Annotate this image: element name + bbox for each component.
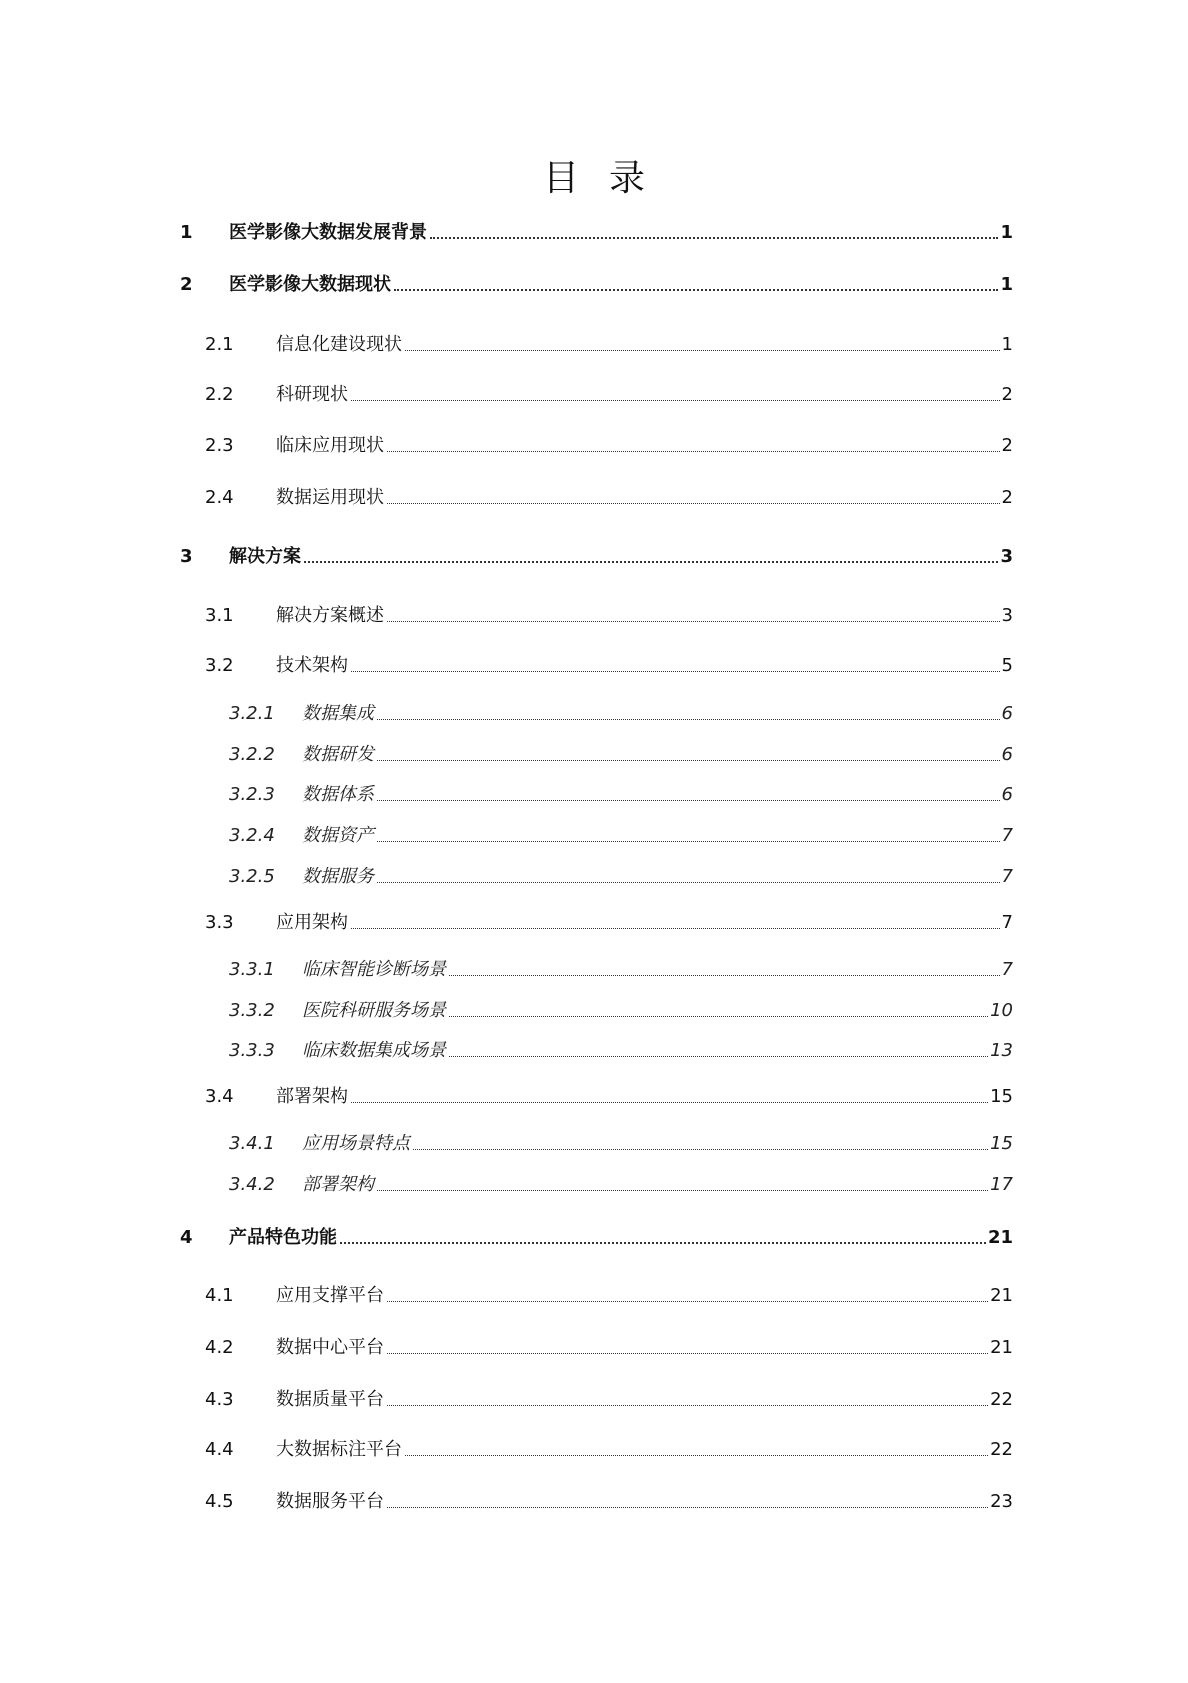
toc-entry-page: 13 [990,1040,1013,1061]
leader-dots [387,503,1000,504]
toc-entry-number: 4.5 [205,1491,234,1512]
toc-entry-title: 医学影像大数据发展背景 [229,222,427,243]
toc-entry-title: 大数据标注平台 [276,1439,402,1460]
leader-dots [351,928,1000,929]
toc-entry-page: 2 [1001,435,1013,456]
toc-entry-page: 22 [990,1439,1013,1460]
toc-entry-title: 医学影像大数据现状 [229,274,391,295]
toc-entry[interactable] [180,699,1013,725]
toc-entry-number: 3.4.2 [229,1174,275,1195]
toc-entry[interactable] [180,740,1013,766]
toc-entry-title: 数据服务平台 [276,1491,384,1512]
toc-entry-number: 3.3.2 [229,1000,275,1021]
toc-entry[interactable] [180,431,1013,457]
toc-entry-number: 3.3.1 [229,959,275,980]
leader-dots [387,451,1000,452]
toc-entry-number: 3.3.3 [229,1040,275,1061]
toc-entry-page: 7 [1001,866,1013,887]
toc-entry-number: 3.2.1 [229,703,275,724]
toc-entry-number: 1 [180,222,193,243]
leader-dots [387,1353,988,1354]
toc-entry-page: 6 [1001,703,1013,724]
toc-entry-title: 数据体系 [302,784,374,805]
toc-entry-number: 2.4 [205,487,234,508]
leader-dots [377,800,1000,801]
leader-dots [387,1301,988,1302]
toc-entry[interactable] [180,1385,1013,1411]
toc-entry-title: 应用支撑平台 [276,1285,384,1306]
toc-entry-page: 2 [1001,487,1013,508]
toc-entry-page: 6 [1001,744,1013,765]
toc-entry[interactable] [180,1281,1013,1307]
leader-dots [387,621,1000,622]
leader-dots [351,671,1000,672]
toc-entry-number: 3.2.2 [229,744,275,765]
toc-entry-title: 解决方案概述 [276,605,384,626]
toc-entry-number: 3.2 [205,655,234,676]
toc-entry[interactable] [180,330,1013,356]
toc-entry-number: 4 [180,1227,193,1248]
leader-dots [340,1242,986,1244]
leader-dots [413,1149,988,1150]
toc-entry-number: 3.4.1 [229,1133,275,1154]
toc-entry[interactable] [180,862,1013,888]
toc-entry-title: 数据质量平台 [276,1389,384,1410]
toc-entry-page: 6 [1001,784,1013,805]
leader-dots [351,400,1000,401]
leader-dots [377,760,1000,761]
toc-entry-page: 10 [990,1000,1013,1021]
toc-entry-page: 3 [1000,546,1013,567]
toc-entry-number: 3.2.3 [229,784,275,805]
toc-entry[interactable] [180,996,1013,1022]
toc-entry[interactable] [180,651,1013,677]
toc-entry-title: 临床数据集成场景 [302,1040,446,1061]
toc-entry-page: 1 [1000,222,1013,243]
toc-entry-page: 15 [990,1133,1013,1154]
toc-entry-title: 数据服务 [302,866,374,887]
toc-entry[interactable] [180,780,1013,806]
leader-dots [377,1190,988,1191]
toc-entry-number: 2 [180,274,193,295]
toc-entry-number: 3.4 [205,1086,234,1107]
leader-dots [351,1102,988,1103]
toc-entry[interactable] [180,218,1013,244]
toc-entry-title: 数据研发 [302,744,374,765]
leader-dots [430,237,998,239]
toc-entry-title: 部署架构 [302,1174,374,1195]
page-title: 目录 [542,158,675,199]
toc-entry-title: 信息化建设现状 [276,334,402,355]
toc-entry-number: 3 [180,546,193,567]
toc-entry[interactable] [180,542,1013,568]
toc-entry[interactable] [180,1036,1013,1062]
toc-entry-number: 2.3 [205,435,234,456]
toc-entry-title: 医院科研服务场景 [302,1000,446,1021]
toc-entry-title: 应用架构 [276,912,348,933]
toc-entry-page: 3 [1001,605,1013,626]
toc-entry[interactable] [180,483,1013,509]
toc-entry[interactable] [180,1487,1013,1513]
toc-entry-number: 4.2 [205,1337,234,1358]
toc-entry[interactable] [180,601,1013,627]
toc-entry-page: 5 [1001,655,1013,676]
toc-entry-title: 产品特色功能 [229,1227,337,1248]
toc-entry-page: 15 [990,1086,1013,1107]
toc-entry[interactable] [180,1435,1013,1461]
toc-entry-page: 1 [1001,334,1013,355]
toc-entry-title: 数据中心平台 [276,1337,384,1358]
toc-entry-title: 数据集成 [302,703,374,724]
toc-entry[interactable] [180,821,1013,847]
leader-dots [449,975,1000,976]
toc-entry-title: 解决方案 [229,546,301,567]
toc-entry-title: 临床应用现状 [276,435,384,456]
toc-entry-title: 科研现状 [276,384,348,405]
leader-dots [387,1507,988,1508]
toc-entry-page: 22 [990,1389,1013,1410]
toc-entry-title: 临床智能诊断场景 [302,959,446,980]
toc-entry[interactable] [180,1170,1013,1196]
toc-entry-page: 7 [1001,959,1013,980]
toc-entry[interactable] [180,380,1013,406]
leader-dots [304,561,998,563]
toc-entry[interactable] [180,270,1013,296]
leader-dots [405,350,1000,351]
toc-entry-page: 21 [990,1285,1013,1306]
toc-entry-number: 4.4 [205,1439,234,1460]
toc-entry-title: 应用场景特点 [302,1133,410,1154]
leader-dots [405,1455,988,1456]
leader-dots [377,719,1000,720]
toc-entry-page: 7 [1001,912,1013,933]
toc-entry[interactable] [180,1223,1013,1249]
leader-dots [394,289,998,291]
toc-entry-page: 23 [990,1491,1013,1512]
toc-entry-number: 3.2.5 [229,866,275,887]
toc-entry[interactable] [180,1082,1013,1108]
toc-entry-title: 数据资产 [302,825,374,846]
toc-entry[interactable] [180,908,1013,934]
toc-entry-number: 3.1 [205,605,234,626]
toc-entry-page: 1 [1000,274,1013,295]
toc-entry-number: 4.1 [205,1285,234,1306]
leader-dots [449,1056,988,1057]
toc-entry-page: 21 [987,1227,1013,1248]
toc-entry-page: 2 [1001,384,1013,405]
leader-dots [387,1405,988,1406]
toc-entry-page: 21 [990,1337,1013,1358]
toc-entry-number: 4.3 [205,1389,234,1410]
toc-entry-title: 部署架构 [276,1086,348,1107]
toc-entry-title: 技术架构 [276,655,348,676]
toc-entry-page: 7 [1001,825,1013,846]
toc-entry-number: 2.1 [205,334,234,355]
toc-entry-page: 17 [990,1174,1013,1195]
toc-entry-number: 3.3 [205,912,234,933]
leader-dots [377,841,1000,842]
toc-entry-title: 数据运用现状 [276,487,384,508]
leader-dots [449,1016,988,1017]
toc-entry[interactable] [180,1129,1013,1155]
toc-entry[interactable] [180,1333,1013,1359]
toc-entry-number: 3.2.4 [229,825,275,846]
toc-entry[interactable] [180,955,1013,981]
toc-entry-number: 2.2 [205,384,234,405]
leader-dots [377,882,1000,883]
